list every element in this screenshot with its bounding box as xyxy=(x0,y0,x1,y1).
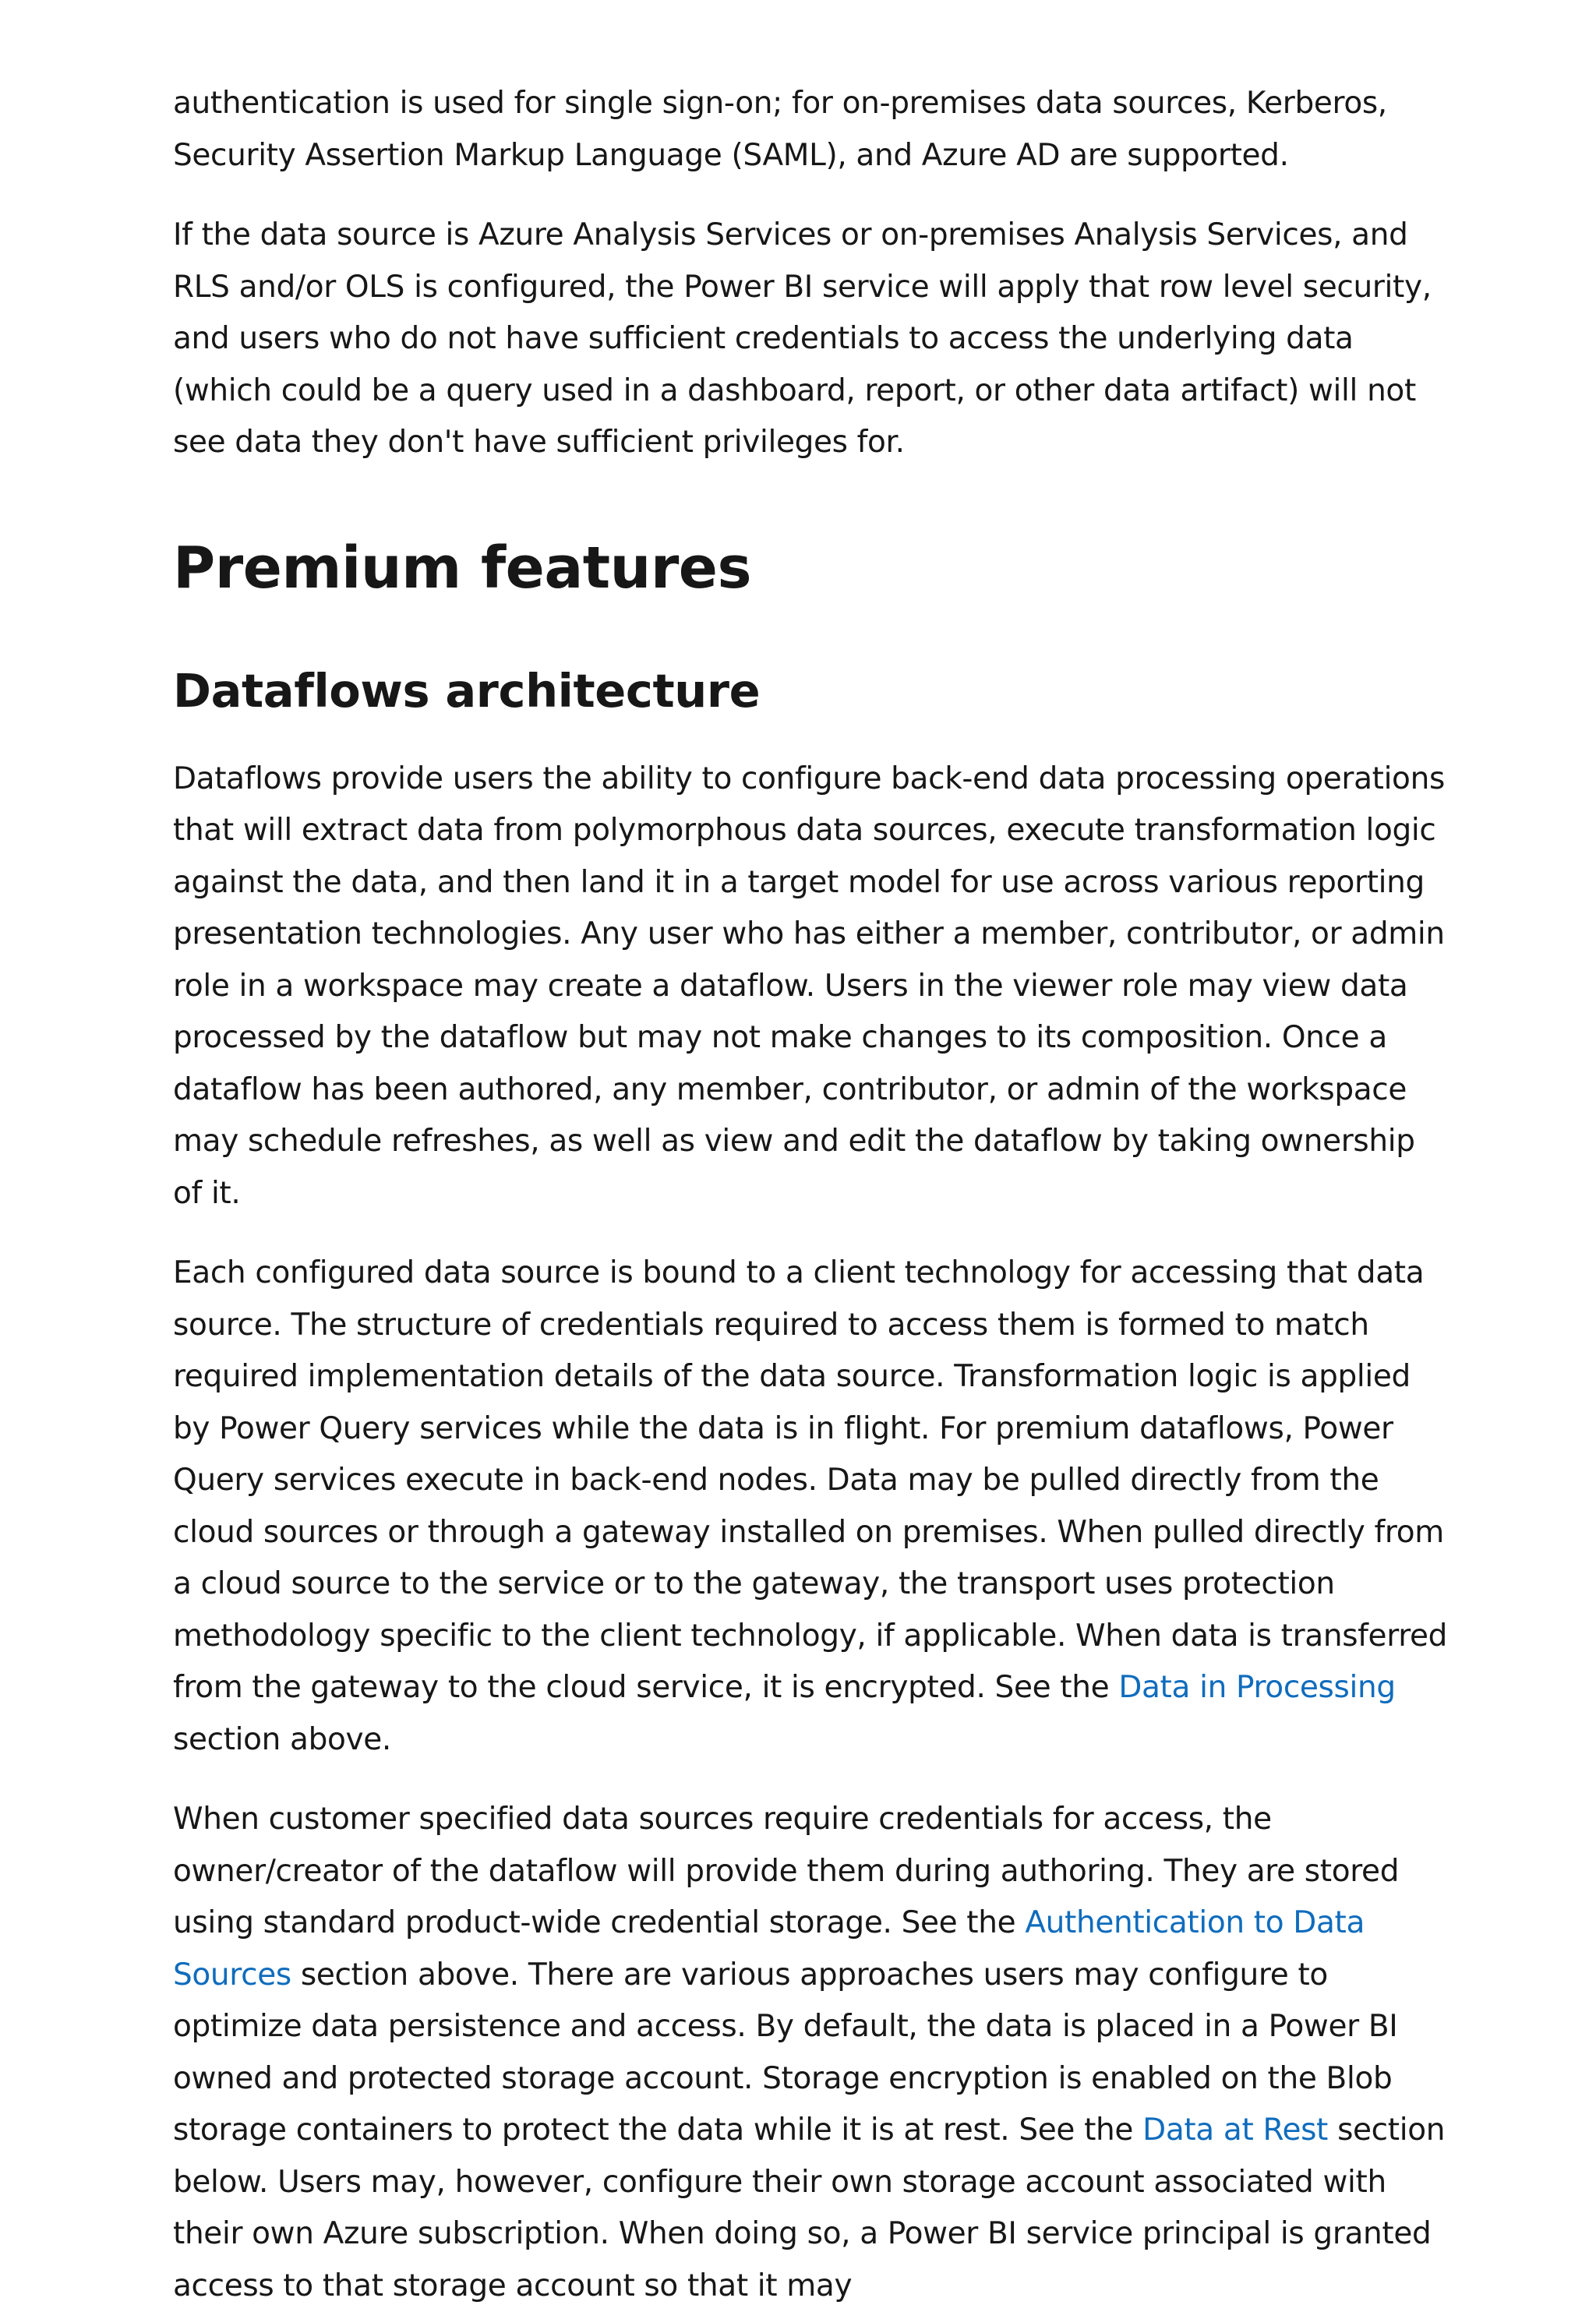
dataflows-paragraph-3-text-2: section above. There are various approaches users may configure to optimize data persistence and access. By default, the data is placed in a Power BI owned and protected storage account. Storage encryption is enabled on the Blob storage containers to protect the data while it is at rest. See the xyxy=(173,1957,1398,2148)
dataflows-paragraph-3-text-3: section below. Users may, however, configure their own storage account associated with their own Azure subscription. When doing so, a Power BI service principal is granted access to that storage account so that it may xyxy=(173,2113,1446,2303)
dataflows-paragraph-3 xyxy=(173,1794,1451,2312)
dataflows-paragraph-2-after: section above. xyxy=(173,1721,391,1757)
link-data-at-rest[interactable]: Data at Rest xyxy=(1142,2113,1328,2148)
dataflows-paragraph-2 xyxy=(173,1248,1451,1766)
link-data-in-processing[interactable]: Data in Processing xyxy=(1118,1670,1396,1705)
dataflows-paragraph-1: Dataflows provide users the ability to configure back-end data processing operations that will extract data from polymorphous data sources, execute transformation logic against the data, and then land it in a target model for use across various reporting presentation technologies. Any user who has either a member, contributor, or admin role in a workspace may create a dataflow. Users in the viewer role may view data processed by the dataflow but may not make changes to its composition. Once a dataflow has been authored, any member, contributor, or admin of the workspace may schedule refreshes, as well as view and edit the dataflow by taking ownership of it. xyxy=(173,761,1445,1211)
dataflows-paragraph-2-text: Each configured data source is bound to a client technology for accessing that data source. The structure of credentials required to access them is formed to match required implementation details of the data source. Transformation logic is applied by Power Query services while the data is in flight. For premium dataflows, Power Query services execute in back-end nodes. Data may be pulled directly from the cloud sources or through a gateway installed on premises. When pulled directly from a cloud source to the service or to the gateway, the transport uses protection methodology specific to the client technology, if applicable. When data is transferred from the gateway to the cloud service, it is encrypted. See the xyxy=(173,1255,1448,1705)
dataflows-paragraph-3-text-1: When customer specified data sources require credentials for access, the owner/creator of the dataflow will provide them during authoring. They are stored using standard product-wide credential storage. See the xyxy=(173,1802,1400,1940)
document-page xyxy=(173,78,1451,2312)
intro-paragraph-1: authentication is used for single sign-on; for on-premises data sources, Kerberos, Security Assertion Markup Language (SAML), and Azure AD are supported. xyxy=(173,86,1387,173)
section-heading-premium-features: Premium features xyxy=(173,534,752,602)
link-authentication-to-data-sources[interactable]: Authentication to Data Sources xyxy=(173,1905,1365,1993)
intro-paragraph-2: If the data source is Azure Analysis Services or on-premises Analysis Services, and RLS and/or OLS is configured, the Power BI service will apply that row level security, and users who do not have sufficient credentials to access the underlying data (which could be a query used in a dashboard, report, or other data artifact) will not see data they don't have sufficient privileges for. xyxy=(173,217,1432,460)
subsection-heading-dataflows-architecture: Dataflows architecture xyxy=(173,663,761,718)
